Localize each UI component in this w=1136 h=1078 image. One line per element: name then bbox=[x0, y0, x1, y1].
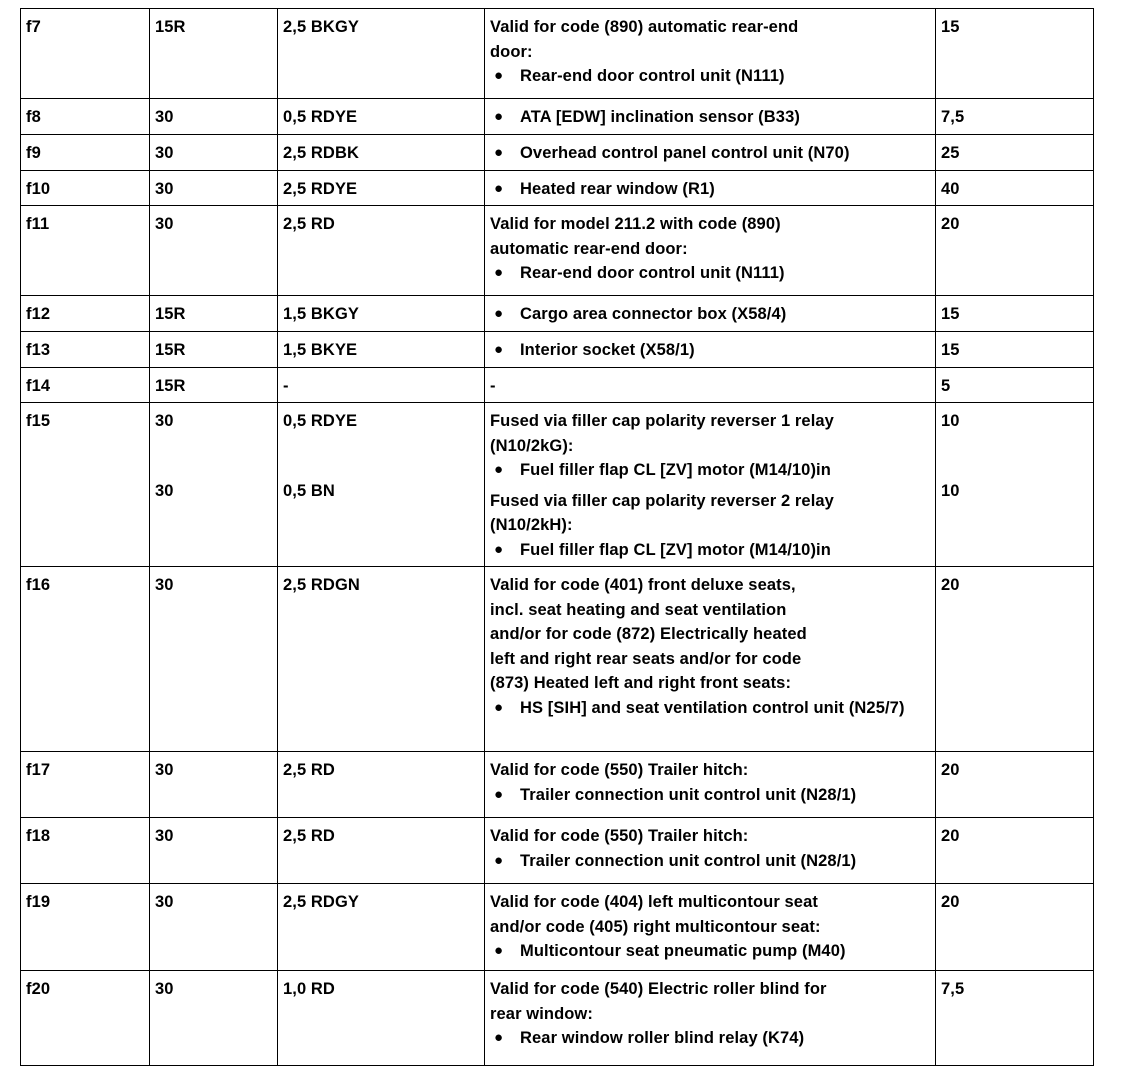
wire-value: - bbox=[283, 376, 289, 395]
description-cell bbox=[485, 567, 936, 752]
terminal-cell bbox=[150, 296, 278, 332]
fuse-label: f20 bbox=[26, 980, 51, 998]
bullet-dot-icon: ● bbox=[494, 179, 504, 197]
bullet-text: HS [SIH] and seat ventilation control unit (N25/7) bbox=[520, 698, 905, 717]
description-block bbox=[490, 374, 929, 399]
terminal-value: 30 bbox=[155, 143, 174, 162]
bullet-text: Trailer connection unit control unit (N28/1) bbox=[520, 785, 857, 804]
terminal-value: 30 bbox=[155, 179, 174, 198]
table-row bbox=[21, 331, 1094, 367]
description-cell bbox=[485, 296, 936, 332]
fuse-table bbox=[20, 8, 1094, 1066]
wire-value: 2,5 RD bbox=[283, 827, 335, 845]
fuse-cell bbox=[21, 752, 150, 818]
wire-value: 2,5 RD bbox=[283, 215, 335, 233]
terminal-cell bbox=[150, 206, 278, 296]
fuse-cell bbox=[21, 567, 150, 752]
description-block bbox=[490, 573, 929, 720]
description-block bbox=[490, 302, 929, 327]
terminal-value: 15R bbox=[155, 18, 186, 36]
amperage-cell bbox=[936, 170, 1094, 206]
bullet-text: Cargo area connector box (X58/4) bbox=[520, 305, 787, 323]
fuse-label: f10 bbox=[26, 179, 51, 198]
bullet-item bbox=[490, 696, 929, 721]
fuse-label: f11 bbox=[26, 215, 50, 233]
amperage-cell bbox=[936, 296, 1094, 332]
wire-value: 1,5 BKGY bbox=[283, 305, 359, 323]
amperage-value: 20 bbox=[941, 827, 960, 845]
amperage-value: 5 bbox=[941, 376, 951, 395]
terminal-value: 15R bbox=[155, 376, 186, 395]
fuse-cell bbox=[21, 367, 150, 403]
amperage-cell bbox=[936, 884, 1094, 971]
bullet-dot-icon: ● bbox=[494, 108, 504, 125]
description-block bbox=[490, 141, 929, 166]
fuse-table-body bbox=[21, 9, 1094, 1066]
bullet-text: Rear-end door control unit (N111) bbox=[520, 264, 785, 282]
description-line: Valid for code (540) Electric roller blind for bbox=[490, 980, 827, 998]
bullet-dot-icon: ● bbox=[494, 942, 504, 959]
terminal-value: 30 bbox=[155, 108, 174, 126]
terminal-cell bbox=[150, 403, 278, 567]
amperage-value: 25 bbox=[941, 143, 960, 162]
fuse-cell bbox=[21, 134, 150, 170]
bullet-dot-icon: ● bbox=[494, 540, 504, 558]
wire-cell bbox=[278, 367, 485, 403]
fuse-label: f18 bbox=[26, 827, 51, 845]
terminal-cell bbox=[150, 134, 278, 170]
fuse-label: f19 bbox=[26, 893, 51, 911]
fuse-cell bbox=[21, 331, 150, 367]
description-cell bbox=[485, 331, 936, 367]
table-row bbox=[21, 971, 1094, 1066]
fuse-label: f17 bbox=[26, 761, 51, 779]
table-row bbox=[21, 403, 1094, 567]
amperage-value: 7,5 bbox=[941, 980, 965, 998]
wire-cell bbox=[278, 9, 485, 99]
bullet-item bbox=[490, 64, 929, 89]
wire-cell bbox=[278, 971, 485, 1066]
amperage-value: 10 bbox=[941, 412, 960, 430]
bullet-item bbox=[490, 538, 929, 563]
amperage-cell bbox=[936, 134, 1094, 170]
bullet-item bbox=[490, 458, 929, 483]
description-block bbox=[490, 977, 929, 1051]
bullet-dot-icon: ● bbox=[494, 305, 504, 322]
amperage-value: 7,5 bbox=[941, 108, 965, 126]
wire-cell bbox=[278, 99, 485, 135]
wire-cell bbox=[278, 403, 485, 567]
description-line: - bbox=[490, 376, 496, 395]
fuse-cell bbox=[21, 884, 150, 971]
fuse-label: f12 bbox=[26, 305, 51, 323]
amperage-cell bbox=[936, 206, 1094, 296]
description-block bbox=[490, 15, 929, 89]
terminal-cell bbox=[150, 752, 278, 818]
table-row bbox=[21, 567, 1094, 752]
wire-value: 0,5 RDYE bbox=[283, 108, 358, 126]
terminal-value: 30 bbox=[155, 893, 174, 911]
amperage-cell bbox=[936, 818, 1094, 884]
wire-cell bbox=[278, 206, 485, 296]
description-block bbox=[490, 758, 929, 807]
bullet-dot-icon: ● bbox=[494, 851, 504, 869]
terminal-cell bbox=[150, 9, 278, 99]
terminal-value: 30 bbox=[155, 215, 174, 233]
bullet-text: ATA [EDW] inclination sensor (B33) bbox=[520, 108, 800, 126]
fuse-label: f15 bbox=[26, 412, 51, 430]
amperage-value: 15 bbox=[941, 305, 960, 323]
bullet-text: Rear-end door control unit (N111) bbox=[520, 67, 785, 85]
terminal-value: 30 bbox=[155, 827, 174, 845]
table-row bbox=[21, 134, 1094, 170]
bullet-dot-icon: ● bbox=[494, 264, 504, 281]
bullet-text: Multicontour seat pneumatic pump (M40) bbox=[520, 942, 846, 960]
table-row bbox=[21, 818, 1094, 884]
wire-cell bbox=[278, 567, 485, 752]
terminal-cell bbox=[150, 170, 278, 206]
wire-cell bbox=[278, 134, 485, 170]
description-line: Valid for code (550) Trailer hitch: bbox=[490, 827, 749, 845]
terminal-value: 30 bbox=[155, 980, 174, 998]
bullet-item bbox=[490, 1026, 929, 1051]
description-block bbox=[490, 212, 929, 286]
table-row bbox=[21, 884, 1094, 971]
table-row bbox=[21, 9, 1094, 99]
description-cell bbox=[485, 403, 936, 567]
wire-value: 0,5 BN bbox=[283, 481, 335, 500]
description-block bbox=[490, 824, 929, 873]
wire-cell bbox=[278, 331, 485, 367]
wire-cell bbox=[278, 170, 485, 206]
amperage-value: 20 bbox=[941, 761, 960, 779]
description-block bbox=[490, 177, 929, 202]
terminal-value: 30 bbox=[155, 576, 174, 594]
wire-value: 2,5 RDBK bbox=[283, 143, 359, 162]
fuse-label: f13 bbox=[26, 340, 51, 359]
description-line: (873) Heated left and right front seats: bbox=[490, 674, 792, 692]
description-line: Fused via filler cap polarity reverser 1 relay bbox=[490, 412, 834, 430]
bullet-item bbox=[490, 141, 929, 166]
fuse-cell bbox=[21, 403, 150, 567]
bullet-dot-icon: ● bbox=[494, 785, 504, 803]
bullet-dot-icon: ● bbox=[494, 461, 504, 478]
bullet-item bbox=[490, 302, 929, 327]
description-cell bbox=[485, 9, 936, 99]
description-cell bbox=[485, 206, 936, 296]
terminal-cell bbox=[150, 99, 278, 135]
bullet-text: Fuel filler flap CL [ZV] motor (M14/10)in bbox=[520, 461, 831, 479]
table-row bbox=[21, 367, 1094, 403]
description-cell bbox=[485, 170, 936, 206]
description-line: door: bbox=[490, 42, 533, 61]
fuse-cell bbox=[21, 99, 150, 135]
bullet-dot-icon: ● bbox=[494, 1029, 504, 1046]
terminal-value: 15R bbox=[155, 340, 186, 359]
table-row bbox=[21, 752, 1094, 818]
description-line: Valid for code (890) automatic rear-end bbox=[490, 18, 799, 36]
terminal-value: 30 bbox=[155, 481, 174, 500]
bullet-text: Trailer connection unit control unit (N28/1) bbox=[520, 851, 857, 870]
description-line: Valid for code (401) front deluxe seats, bbox=[490, 576, 796, 594]
wire-cell bbox=[278, 296, 485, 332]
terminal-value: 30 bbox=[155, 761, 174, 779]
bullet-text: Interior socket (X58/1) bbox=[520, 340, 695, 359]
bullet-item bbox=[490, 177, 929, 202]
fuse-cell bbox=[21, 971, 150, 1066]
description-line: automatic rear-end door: bbox=[490, 239, 688, 258]
terminal-cell bbox=[150, 971, 278, 1066]
wire-cell bbox=[278, 752, 485, 818]
description-line: left and right rear seats and/or for code bbox=[490, 649, 802, 668]
terminal-cell bbox=[150, 818, 278, 884]
description-line: Valid for code (550) Trailer hitch: bbox=[490, 761, 749, 779]
wire-cell bbox=[278, 818, 485, 884]
wire-value: 0,5 RDYE bbox=[283, 412, 358, 430]
description-cell bbox=[485, 884, 936, 971]
wire-value: 2,5 BKGY bbox=[283, 18, 359, 36]
wire-value: 2,5 RDGN bbox=[283, 576, 360, 594]
fuse-cell bbox=[21, 170, 150, 206]
wire-value: 1,0 RD bbox=[283, 980, 335, 998]
fuse-cell bbox=[21, 296, 150, 332]
description-line: Valid for model 211.2 with code (890) bbox=[490, 215, 781, 233]
fuse-label: f9 bbox=[26, 143, 41, 162]
fuse-cell bbox=[21, 206, 150, 296]
amperage-value: 40 bbox=[941, 179, 960, 198]
amperage-value: 15 bbox=[941, 18, 960, 36]
terminal-cell bbox=[150, 567, 278, 752]
bullet-item bbox=[490, 261, 929, 286]
description-cell bbox=[485, 818, 936, 884]
bullet-text: Overhead control panel control unit (N70) bbox=[520, 143, 850, 162]
description-line: Valid for code (404) left multicontour seat bbox=[490, 893, 818, 911]
description-block bbox=[490, 890, 929, 964]
description-line: and/or code (405) right multicontour seat: bbox=[490, 917, 821, 936]
amperage-cell bbox=[936, 567, 1094, 752]
description-block bbox=[490, 409, 929, 483]
description-line: (N10/2kG): bbox=[490, 436, 574, 455]
description-block bbox=[490, 105, 929, 130]
amperage-cell bbox=[936, 367, 1094, 403]
fuse-label: f7 bbox=[26, 18, 41, 36]
description-block bbox=[490, 489, 929, 563]
terminal-cell bbox=[150, 884, 278, 971]
terminal-cell bbox=[150, 331, 278, 367]
description-line: and/or for code (872) Electrically heated bbox=[490, 625, 807, 643]
bullet-item bbox=[490, 939, 929, 964]
bullet-text: Rear window roller blind relay (K74) bbox=[520, 1029, 805, 1047]
fuse-cell bbox=[21, 818, 150, 884]
bullet-item bbox=[490, 783, 929, 808]
amperage-value: 20 bbox=[941, 576, 960, 594]
wire-value: 2,5 RD bbox=[283, 761, 335, 779]
fuse-label: f14 bbox=[26, 376, 51, 395]
bullet-item bbox=[490, 105, 929, 130]
description-line: rear window: bbox=[490, 1004, 593, 1023]
description-cell bbox=[485, 99, 936, 135]
wire-value: 2,5 RDYE bbox=[283, 179, 358, 198]
bullet-dot-icon: ● bbox=[494, 698, 504, 716]
description-line: (N10/2kH): bbox=[490, 516, 573, 534]
bullet-item bbox=[490, 338, 929, 363]
table-row bbox=[21, 99, 1094, 135]
description-line: incl. seat heating and seat ventilation bbox=[490, 600, 787, 619]
description-cell bbox=[485, 971, 936, 1066]
fuse-label: f16 bbox=[26, 576, 51, 594]
bullet-text: Fuel filler flap CL [ZV] motor (M14/10)in bbox=[520, 540, 831, 559]
bullet-item bbox=[490, 849, 929, 874]
description-block bbox=[490, 338, 929, 363]
amperage-cell bbox=[936, 99, 1094, 135]
amperage-cell bbox=[936, 331, 1094, 367]
wire-value: 1,5 BKYE bbox=[283, 340, 358, 359]
description-cell bbox=[485, 752, 936, 818]
bullet-dot-icon: ● bbox=[494, 340, 504, 358]
terminal-value: 30 bbox=[155, 412, 174, 430]
amperage-cell bbox=[936, 971, 1094, 1066]
terminal-value: 15R bbox=[155, 305, 186, 323]
amperage-value: 15 bbox=[941, 340, 960, 359]
table-row bbox=[21, 296, 1094, 332]
amperage-cell bbox=[936, 9, 1094, 99]
terminal-cell bbox=[150, 367, 278, 403]
bullet-dot-icon: ● bbox=[494, 143, 504, 161]
fuse-cell bbox=[21, 9, 150, 99]
table-row bbox=[21, 170, 1094, 206]
wire-value: 2,5 RDGY bbox=[283, 893, 359, 911]
amperage-value: 20 bbox=[941, 215, 960, 233]
description-cell bbox=[485, 134, 936, 170]
amperage-value: 20 bbox=[941, 893, 960, 911]
amperage-cell bbox=[936, 752, 1094, 818]
table-row bbox=[21, 206, 1094, 296]
amperage-cell bbox=[936, 403, 1094, 567]
wire-cell bbox=[278, 884, 485, 971]
description-line: Fused via filler cap polarity reverser 2 relay bbox=[490, 491, 834, 510]
description-cell bbox=[485, 367, 936, 403]
bullet-dot-icon: ● bbox=[494, 67, 504, 84]
fuse-label: f8 bbox=[26, 108, 41, 126]
amperage-value: 10 bbox=[941, 481, 960, 500]
bullet-text: Heated rear window (R1) bbox=[520, 179, 715, 198]
